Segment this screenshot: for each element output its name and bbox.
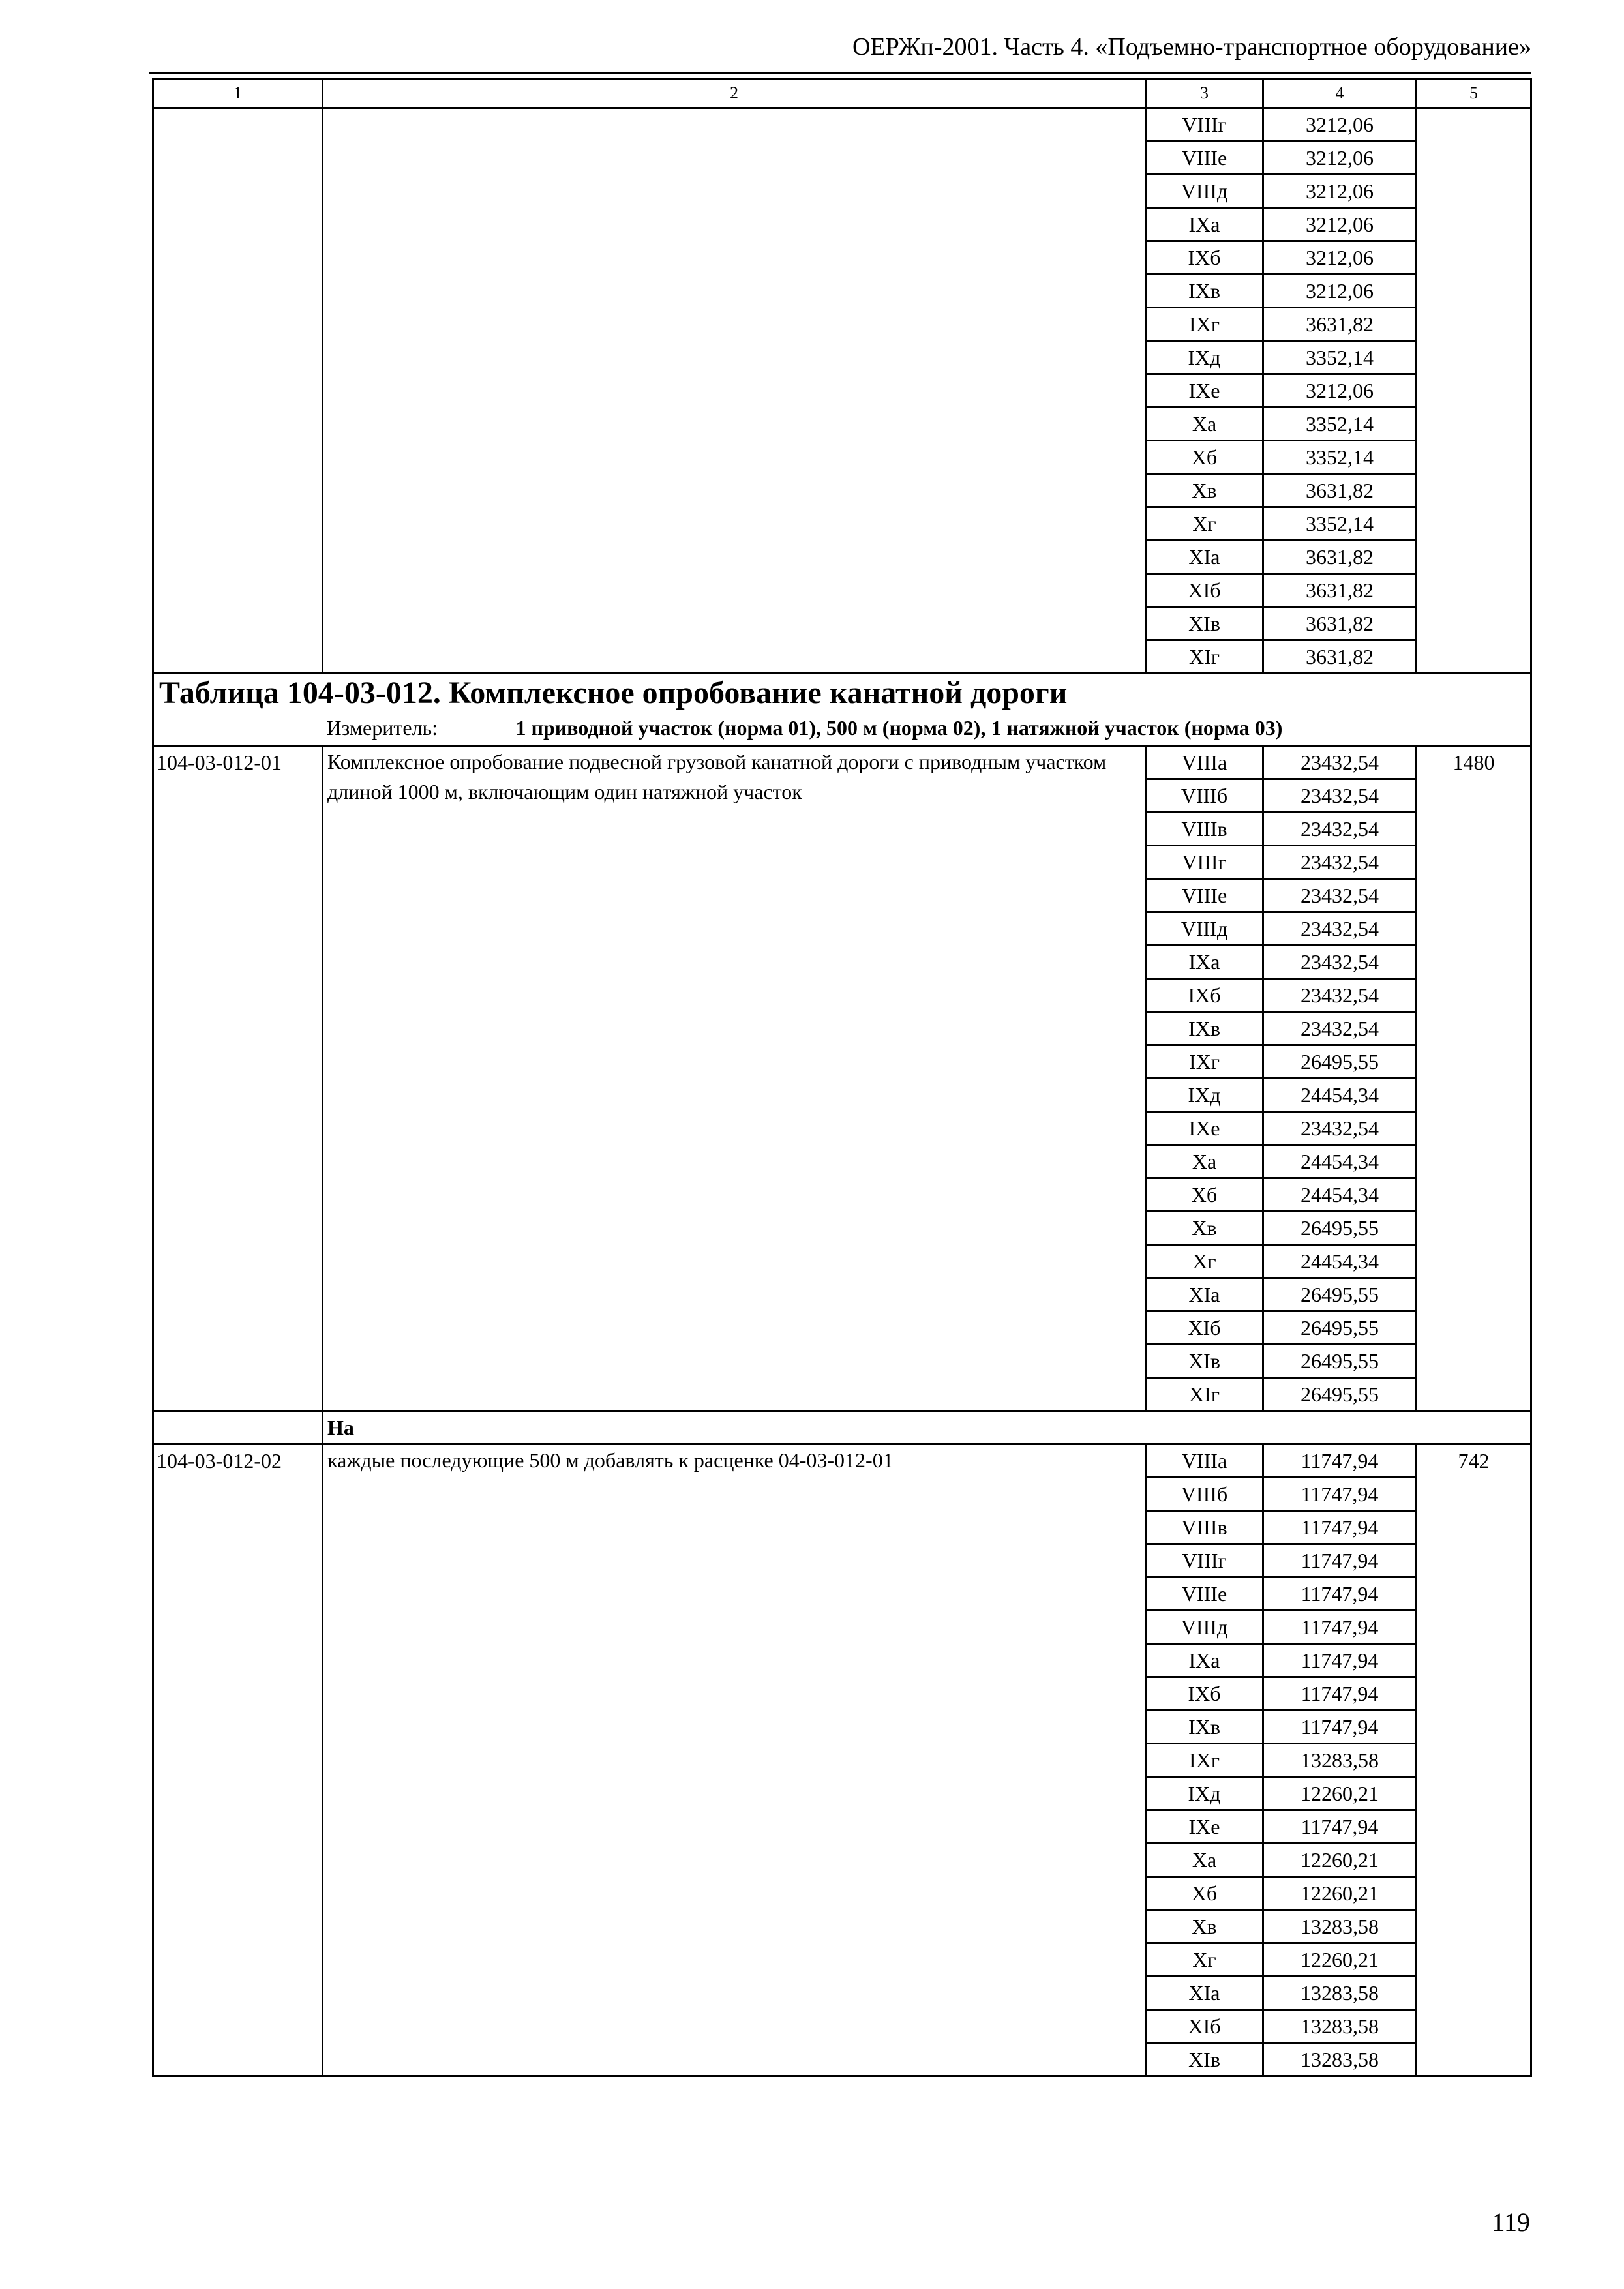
- zone-group: XIб: [1146, 574, 1263, 607]
- zone-group: VIIIд: [1146, 1611, 1263, 1644]
- price-value: 3352,14: [1263, 507, 1417, 541]
- zone-group: Xг: [1146, 1943, 1263, 1977]
- zone-group: XIа: [1146, 1977, 1263, 2010]
- price-value: 24454,34: [1263, 1145, 1417, 1178]
- column-number-4: 4: [1263, 79, 1417, 108]
- zone-group: VIIIб: [1146, 1478, 1263, 1511]
- zone-group: IXб: [1146, 979, 1263, 1012]
- price-value: 11747,94: [1263, 1544, 1417, 1578]
- zone-group: Xг: [1146, 1245, 1263, 1278]
- zone-group: VIIIг: [1146, 846, 1263, 879]
- zone-group: IXе: [1146, 1112, 1263, 1145]
- price-value: 23432,54: [1263, 813, 1417, 846]
- price-value: 13283,58: [1263, 1977, 1417, 2010]
- zone-group: VIIIд: [1146, 912, 1263, 946]
- price-value: 23432,54: [1263, 946, 1417, 979]
- price-value: 24454,34: [1263, 1079, 1417, 1112]
- table-title: Таблица 104-03-012. Комплексное опробование канатной дороги: [153, 674, 1531, 713]
- price-value: 24454,34: [1263, 1245, 1417, 1278]
- price-value: 3631,82: [1263, 574, 1417, 607]
- price-value: 26495,55: [1263, 1212, 1417, 1245]
- zone-group: VIIIа: [1146, 1444, 1263, 1478]
- price-value: 11747,94: [1263, 1511, 1417, 1544]
- entry-02-rate: 742: [1417, 1444, 1531, 2076]
- price-value: 23432,54: [1263, 846, 1417, 879]
- price-value: 11747,94: [1263, 1711, 1417, 1744]
- zone-group: IXг: [1146, 1744, 1263, 1777]
- price-value: 3212,06: [1263, 108, 1417, 142]
- zone-group: XIг: [1146, 640, 1263, 674]
- price-value: 3631,82: [1263, 541, 1417, 574]
- price-value: 11747,94: [1263, 1578, 1417, 1611]
- rates-table: [152, 78, 1532, 2077]
- subheading-spacer: [153, 1411, 323, 1444]
- zone-group: XIб: [1146, 2010, 1263, 2043]
- zone-group: VIIIд: [1146, 175, 1263, 208]
- header-rule: [149, 72, 1531, 74]
- zone-group: XIа: [1146, 541, 1263, 574]
- price-value: 3212,06: [1263, 275, 1417, 308]
- price-value: 3212,06: [1263, 374, 1417, 408]
- price-value: 26495,55: [1263, 1311, 1417, 1345]
- price-value: 23432,54: [1263, 912, 1417, 946]
- price-value: 26495,55: [1263, 1345, 1417, 1378]
- table-row: [153, 108, 1531, 142]
- column-number-3: 3: [1146, 79, 1263, 108]
- column-number-2: 2: [323, 79, 1146, 108]
- measure-units: 1 приводной участок (норма 01), 500 м (норма 02), 1 натяжной участок (норма 03): [515, 716, 1283, 740]
- zone-group: Xб: [1146, 441, 1263, 474]
- zone-group: IXв: [1146, 1711, 1263, 1744]
- zone-group: XIа: [1146, 1278, 1263, 1311]
- zone-group: IXв: [1146, 275, 1263, 308]
- measure-spacer: [153, 712, 323, 746]
- entry-01-description: Комплексное опробование подвесной грузовой канатной дороги с приводным участком длиной 1000 м, включающим один натяжной участок: [327, 750, 1107, 803]
- price-value: 3352,14: [1263, 341, 1417, 374]
- entry-01-code: 104-03-012-01: [153, 746, 323, 1411]
- zone-group: Xб: [1146, 1178, 1263, 1212]
- continuation-rate: [1417, 108, 1531, 674]
- zone-group: Xв: [1146, 474, 1263, 507]
- entry-01-rate: 1480: [1417, 746, 1531, 1411]
- zone-group: IXа: [1146, 946, 1263, 979]
- price-value: 23432,54: [1263, 979, 1417, 1012]
- running-header: ОЕРЖп-2001. Часть 4. «Подъемно-транспортное оборудование»: [852, 33, 1531, 61]
- zone-group: IXд: [1146, 1777, 1263, 1810]
- price-value: 26495,55: [1263, 1045, 1417, 1079]
- zone-group: IXг: [1146, 308, 1263, 341]
- price-value: 23432,54: [1263, 779, 1417, 813]
- price-value: 3212,06: [1263, 208, 1417, 241]
- zone-group: XIб: [1146, 1311, 1263, 1345]
- zone-group: IXб: [1146, 241, 1263, 275]
- zone-group: Xг: [1146, 507, 1263, 541]
- price-value: 11747,94: [1263, 1611, 1417, 1644]
- zone-group: Xа: [1146, 1844, 1263, 1877]
- zone-group: XIг: [1146, 1378, 1263, 1411]
- continuation-code: [153, 108, 323, 674]
- price-value: 3631,82: [1263, 640, 1417, 674]
- price-value: 3631,82: [1263, 607, 1417, 640]
- continuation-description-cell: [323, 108, 1146, 674]
- zone-group: Xа: [1146, 408, 1263, 441]
- zone-group: IXг: [1146, 1045, 1263, 1079]
- entry-02-description: каждые последующие 500 м добавлять к расценке 04-03-012-01: [327, 1448, 894, 1472]
- price-value: 23432,54: [1263, 1112, 1417, 1145]
- price-value: 13283,58: [1263, 1744, 1417, 1777]
- measure-cell: [323, 712, 1531, 746]
- price-value: 26495,55: [1263, 1378, 1417, 1411]
- measure-label: Измеритель:: [326, 716, 438, 740]
- zone-group: IXв: [1146, 1012, 1263, 1045]
- price-value: 13283,58: [1263, 2043, 1417, 2076]
- price-value: 13283,58: [1263, 1910, 1417, 1943]
- price-value: 3631,82: [1263, 308, 1417, 341]
- zone-group: VIIIг: [1146, 108, 1263, 142]
- price-value: 24454,34: [1263, 1178, 1417, 1212]
- zone-group: IXа: [1146, 1644, 1263, 1677]
- price-value: 11747,94: [1263, 1478, 1417, 1511]
- entry-01-description-cell: [323, 746, 1146, 1411]
- price-value: 11747,94: [1263, 1810, 1417, 1844]
- zone-group: XIв: [1146, 607, 1263, 640]
- column-number-1: 1: [153, 79, 323, 108]
- zone-group: Xв: [1146, 1212, 1263, 1245]
- price-value: 3212,06: [1263, 241, 1417, 275]
- price-value: 3212,06: [1263, 175, 1417, 208]
- price-value: 26495,55: [1263, 1278, 1417, 1311]
- zone-group: Xа: [1146, 1145, 1263, 1178]
- table-row: [153, 746, 1531, 779]
- price-value: 3352,14: [1263, 408, 1417, 441]
- price-value: 23432,54: [1263, 1012, 1417, 1045]
- zone-group: Xв: [1146, 1910, 1263, 1943]
- zone-group: VIIIв: [1146, 1511, 1263, 1544]
- price-value: 11747,94: [1263, 1644, 1417, 1677]
- measure-row: [153, 712, 1531, 746]
- zone-group: IXб: [1146, 1677, 1263, 1711]
- price-value: 12260,21: [1263, 1943, 1417, 1977]
- subheading: На: [323, 1411, 1531, 1444]
- price-value: 23432,54: [1263, 879, 1417, 912]
- zone-group: IXе: [1146, 1810, 1263, 1844]
- table-title-row: [153, 674, 1531, 713]
- price-value: 3631,82: [1263, 474, 1417, 507]
- entry-02-description-cell: [323, 1444, 1146, 2076]
- zone-group: VIIIе: [1146, 879, 1263, 912]
- price-value: 3352,14: [1263, 441, 1417, 474]
- column-number-5: 5: [1417, 79, 1531, 108]
- zone-group: VIIIв: [1146, 813, 1263, 846]
- zone-group: IXе: [1146, 374, 1263, 408]
- entry-02-code: 104-03-012-02: [153, 1444, 323, 2076]
- table-row: [153, 1444, 1531, 1478]
- subheading-row: [153, 1411, 1531, 1444]
- page-number: 119: [1492, 2207, 1530, 2237]
- zone-group: Xб: [1146, 1877, 1263, 1910]
- zone-group: VIIIб: [1146, 779, 1263, 813]
- zone-group: VIIIе: [1146, 1578, 1263, 1611]
- price-value: 12260,21: [1263, 1844, 1417, 1877]
- zone-group: IXа: [1146, 208, 1263, 241]
- price-value: 12260,21: [1263, 1777, 1417, 1810]
- price-value: 3212,06: [1263, 142, 1417, 175]
- price-value: 13283,58: [1263, 2010, 1417, 2043]
- price-value: 23432,54: [1263, 746, 1417, 779]
- price-value: 11747,94: [1263, 1677, 1417, 1711]
- zone-group: VIIIа: [1146, 746, 1263, 779]
- price-value: 12260,21: [1263, 1877, 1417, 1910]
- zone-group: IXд: [1146, 341, 1263, 374]
- zone-group: VIIIе: [1146, 142, 1263, 175]
- column-number-row: [153, 79, 1531, 108]
- zone-group: IXд: [1146, 1079, 1263, 1112]
- zone-group: XIв: [1146, 1345, 1263, 1378]
- zone-group: XIв: [1146, 2043, 1263, 2076]
- price-value: 11747,94: [1263, 1444, 1417, 1478]
- zone-group: VIIIг: [1146, 1544, 1263, 1578]
